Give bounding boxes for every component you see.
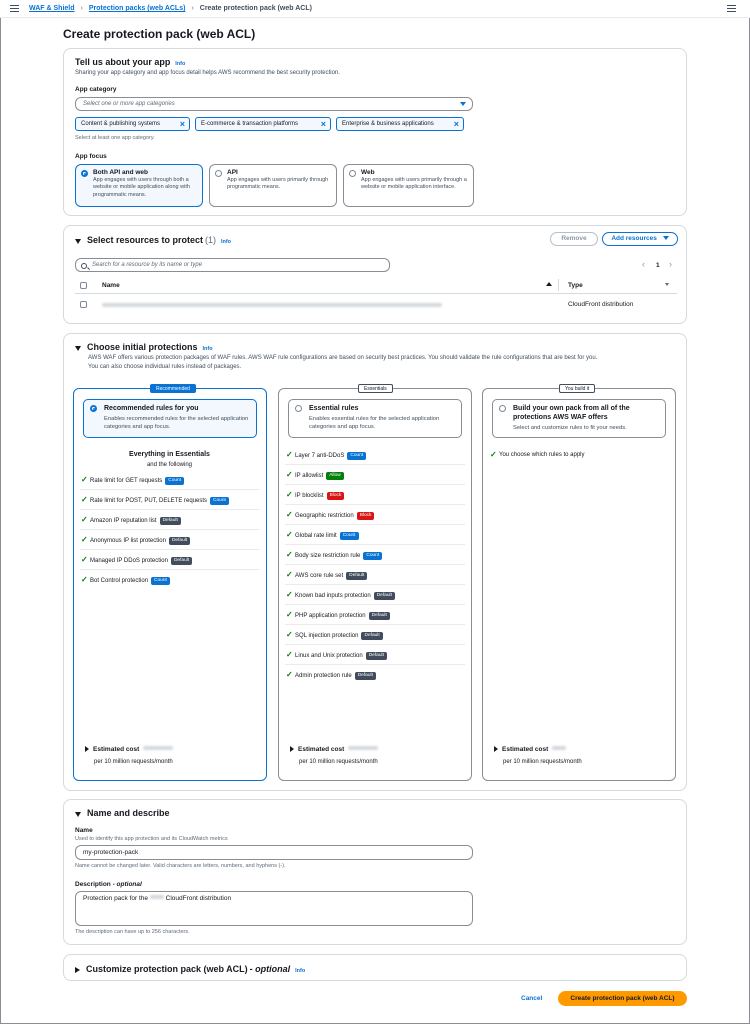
status-badge: Count	[340, 532, 359, 540]
caret-down-icon	[460, 102, 466, 106]
essentials-option[interactable]	[288, 399, 462, 438]
rule-item	[285, 525, 465, 545]
estimated-cost-toggle[interactable]	[494, 746, 566, 753]
description-line-2: You can also choose individual rules instead of packages.	[88, 363, 242, 370]
cost-label: Estimated cost	[298, 746, 345, 753]
check-icon: ✓	[286, 650, 293, 659]
option-title: Essential rules	[309, 405, 359, 412]
app-category-hint: Select at least one app category.	[75, 135, 155, 141]
customize-section[interactable]	[63, 954, 687, 981]
description-help: The description can have up to 256 characters.	[75, 929, 190, 935]
description-label-text: Description	[75, 881, 111, 888]
cost-unit: per 10 million requests/month	[299, 759, 378, 765]
page-title: Create protection pack (web ACL)	[63, 27, 256, 41]
section-description: Sharing your app category and app focus detail helps AWS recommend the best security protection.	[75, 70, 340, 76]
rule-name: SQL injection protection	[295, 633, 359, 639]
rule-name: Linux and Unix protection	[295, 653, 363, 659]
add-resources-label: Add resources	[611, 235, 657, 242]
rule-name: Layer 7 anti-DDoS	[295, 453, 345, 459]
description-label	[75, 881, 142, 888]
rule-item	[80, 510, 260, 530]
radio-selected[interactable]	[90, 405, 97, 412]
cost-unit: per 10 million requests/month	[94, 759, 173, 765]
rule-name: Rate limit for POST, PUT, DELETE requests	[90, 498, 208, 504]
expand-icon	[290, 746, 294, 752]
redacted-cost	[552, 746, 566, 750]
status-badge: Allow	[326, 472, 343, 480]
rule-name: Amazon IP reputation list	[90, 518, 157, 524]
rule-item	[80, 570, 260, 590]
search-placeholder: Search for a resource by its name or type	[92, 262, 203, 268]
collapse-icon[interactable]	[75, 239, 81, 244]
app-category-placeholder: Select one or more app categories	[83, 101, 175, 107]
close-icon[interactable]: ×	[320, 119, 326, 129]
breadcrumb-current: Create protection pack (web ACL)	[199, 5, 312, 12]
close-icon[interactable]: ×	[453, 119, 459, 129]
rule-name: Geographic restriction	[295, 513, 354, 519]
section-description	[88, 354, 683, 371]
optional-text: - optional	[112, 881, 142, 888]
token-enterprise	[336, 117, 464, 131]
resources-section	[63, 225, 687, 324]
rule-item	[285, 605, 465, 625]
rule-item	[80, 550, 260, 570]
sort-ascending-icon[interactable]	[546, 282, 552, 286]
name-describe-section	[63, 799, 687, 945]
rule-item	[285, 485, 465, 505]
rule-name: Rate limit for GET requests	[90, 478, 163, 484]
check-icon: ✓	[286, 510, 293, 519]
column-header-name[interactable]: Name	[102, 282, 120, 289]
info-link[interactable]: Info	[220, 239, 232, 245]
check-icon: ✓	[490, 450, 497, 459]
status-badge: Default	[160, 517, 181, 525]
name-hint: Used to identify this app protection and its CloudWatch metrics	[75, 836, 228, 842]
status-badge: Default	[169, 537, 190, 545]
rule-name: Known bad inputs protection	[295, 593, 371, 599]
description-value-end: CloudFront distribution	[165, 895, 232, 902]
rule-item	[80, 490, 260, 510]
cost-label: Estimated cost	[93, 746, 140, 753]
rule-name: Anonymous IP list protection	[90, 538, 166, 544]
rule-name: Body size restriction rule	[295, 553, 361, 559]
check-icon: ✓	[81, 535, 88, 544]
redacted-text	[150, 895, 164, 899]
rule-name: PHP application protection	[295, 613, 366, 619]
estimated-cost-toggle[interactable]	[290, 746, 378, 753]
check-icon: ✓	[81, 555, 88, 564]
rule-name: You choose which rules to apply	[499, 452, 585, 458]
chevron-right-icon: ›	[191, 5, 194, 12]
rule-item	[285, 625, 465, 645]
check-icon: ✓	[81, 575, 88, 584]
status-badge: Count	[210, 497, 229, 505]
rule-item	[80, 530, 260, 550]
and-the-following: and the following	[146, 462, 193, 468]
select-all-checkbox[interactable]	[80, 282, 87, 289]
rule-name: IP blocklist	[295, 493, 324, 499]
essentials-tag: Essentials	[358, 384, 393, 393]
option-description: Enables recommended rules for the selected application categories and app focus.	[104, 415, 249, 430]
recommended-tag: Recommended	[150, 384, 196, 393]
section-title: Choose initial protections	[87, 342, 198, 352]
option-description: Select and customize rules to fit your needs.	[513, 424, 627, 431]
breadcrumb-protection-packs[interactable]: Protection packs (web ACLs)	[88, 5, 186, 12]
status-badge: Count	[165, 477, 184, 485]
protection-column-recommended[interactable]	[73, 388, 267, 781]
expand-icon[interactable]	[75, 967, 80, 973]
status-badge: Count	[363, 552, 382, 560]
protections-section	[63, 333, 687, 791]
app-category-label: App category	[75, 86, 117, 93]
check-icon: ✓	[286, 670, 293, 679]
recommended-option[interactable]	[83, 399, 257, 438]
add-resources-button[interactable]	[602, 232, 678, 246]
check-icon: ✓	[286, 550, 293, 559]
rule-name: Bot Control protection	[90, 578, 149, 584]
radio[interactable]	[499, 405, 506, 412]
optional-text: - optional	[249, 964, 291, 974]
remove-button[interactable]: Remove	[550, 232, 598, 246]
cost-label: Estimated cost	[502, 746, 549, 753]
rule-item	[285, 645, 465, 665]
collapse-icon[interactable]	[75, 346, 81, 351]
check-icon: ✓	[286, 590, 293, 599]
resource-type: CloudFront distribution	[568, 301, 634, 308]
option-title: Build your own pack from all of the protections AWS WAF offers	[513, 405, 630, 421]
tile-title: Both API and web	[93, 169, 149, 176]
status-badge: Default	[171, 557, 192, 565]
radio-selected[interactable]	[81, 170, 88, 177]
rule-item	[80, 470, 260, 490]
check-icon: ✓	[81, 495, 88, 504]
cancel-button[interactable]: Cancel	[521, 995, 543, 1002]
notifications-icon[interactable]	[727, 5, 736, 13]
breadcrumb-waf-shield[interactable]: WAF & Shield	[29, 5, 75, 12]
cost-unit: per 10 million requests/month	[503, 759, 582, 765]
section-title: Customize protection pack (web ACL)	[86, 964, 248, 974]
check-icon: ✓	[286, 630, 293, 639]
tile-title: API	[227, 169, 238, 176]
row-checkbox[interactable]	[80, 301, 87, 308]
estimated-cost-toggle[interactable]	[85, 746, 173, 753]
rule-name: Admin protection rule	[295, 673, 352, 679]
token-content-publishing	[75, 117, 190, 131]
table-header-divider	[75, 293, 677, 294]
top-navigation-bar	[0, 0, 750, 18]
rule-name: IP allowlist	[295, 473, 324, 479]
tile-description: App engages with users primarily through programmatic means.	[227, 177, 329, 191]
create-protection-pack-button[interactable]: Create protection pack (web ACL)	[558, 991, 687, 1006]
name-label: Name	[75, 827, 93, 834]
tile-description: App engages with users primarily through a website or mobile application interface.	[361, 177, 467, 191]
check-icon: ✓	[81, 475, 88, 484]
build-your-own-option[interactable]	[492, 399, 666, 438]
option-title: Recommended rules for you	[104, 405, 199, 412]
info-link[interactable]: Info	[202, 346, 213, 352]
radio[interactable]	[215, 170, 222, 177]
app-focus-both[interactable]	[75, 164, 203, 207]
rule-item	[285, 565, 465, 585]
page-number[interactable]: 1	[656, 262, 660, 269]
protection-column-essentials[interactable]	[278, 388, 472, 781]
redacted-cost	[348, 746, 378, 750]
chevron-right-icon: ›	[80, 5, 83, 12]
app-focus-label: App focus	[75, 153, 107, 160]
protection-column-build-your-own[interactable]	[482, 388, 676, 781]
status-badge: Default	[366, 652, 387, 660]
info-link[interactable]: Info	[175, 61, 186, 67]
description-value-start: Protection pack for the	[83, 895, 149, 902]
status-badge: Block	[357, 512, 375, 520]
radio[interactable]	[349, 170, 356, 177]
check-icon: ✓	[286, 470, 293, 479]
description-textarea[interactable]	[75, 891, 473, 926]
token-label: Enterprise & business applications	[342, 121, 434, 127]
option-description: Enables essential rules for the selected application categories and app focus.	[309, 415, 440, 430]
check-icon: ✓	[286, 530, 293, 539]
description-line-1: AWS WAF offers various protection packages of WAF rules. AWS WAF rule configurations are based on security best practices. You should validate the rule configurations that are best for you.	[88, 355, 598, 361]
rule-name: Global rate limit	[295, 533, 337, 539]
expand-icon	[85, 746, 89, 752]
status-badge: Default	[374, 592, 395, 600]
status-badge: Count	[347, 452, 366, 460]
app-focus-web[interactable]	[343, 164, 474, 207]
rule-item	[489, 445, 669, 465]
tile-title: Web	[361, 169, 375, 176]
rule-item	[285, 505, 465, 525]
chevron-left-icon[interactable]: ‹	[642, 259, 645, 269]
check-icon: ✓	[286, 490, 293, 499]
rule-item	[285, 665, 465, 685]
rule-name: AWS core rule set	[295, 573, 344, 579]
token-ecommerce	[195, 117, 331, 131]
section-title: Select resources to protect	[87, 235, 204, 245]
status-badge: Default	[369, 612, 390, 620]
rule-item	[285, 465, 465, 485]
redacted-resource-name	[102, 303, 442, 307]
redacted-cost	[143, 746, 173, 750]
name-input[interactable]: my-protection-pack	[75, 845, 473, 860]
sort-icon[interactable]	[665, 283, 669, 286]
section-title: Name and describe	[87, 808, 170, 818]
rule-item	[285, 585, 465, 605]
info-link[interactable]: Info	[295, 968, 306, 974]
name-help: Name cannot be changed later. Valid characters are letters, numbers, and hyphens (-).	[75, 863, 286, 869]
app-info-section	[63, 48, 687, 216]
menu-icon[interactable]	[10, 5, 19, 12]
rule-item	[285, 545, 465, 565]
check-icon: ✓	[286, 610, 293, 619]
app-category-select[interactable]	[75, 97, 473, 111]
resource-count: (1)	[205, 235, 216, 245]
app-focus-api[interactable]	[209, 164, 337, 207]
caret-down-icon	[663, 236, 669, 240]
status-badge: Default	[355, 672, 376, 680]
token-label: Content & publishing systems	[81, 121, 161, 127]
rule-item	[285, 445, 465, 465]
search-icon	[81, 263, 87, 269]
status-badge: Count	[151, 577, 170, 585]
you-build-it-tag: You build it	[559, 384, 595, 393]
section-title: Tell us about your app	[75, 57, 171, 67]
check-icon: ✓	[286, 570, 293, 579]
tile-description: App engages with users through both a website or mobile application along with programmatic means.	[93, 177, 190, 198]
rule-name: Managed IP DDoS protection	[90, 558, 168, 564]
expand-icon	[494, 746, 498, 752]
close-icon[interactable]: ×	[179, 119, 185, 129]
token-label: E-commerce & transaction platforms	[201, 121, 299, 127]
check-icon: ✓	[81, 515, 88, 524]
status-badge: Default	[361, 632, 382, 640]
everything-in-essentials: Everything in Essentials	[129, 451, 210, 458]
status-badge: Default	[346, 572, 367, 580]
resource-search-input[interactable]	[75, 258, 390, 272]
radio[interactable]	[295, 405, 302, 412]
column-header-type[interactable]: Type	[568, 282, 583, 289]
column-divider	[558, 279, 559, 291]
chevron-right-icon[interactable]: ›	[669, 259, 672, 269]
status-badge: Block	[327, 492, 345, 500]
collapse-icon[interactable]	[75, 812, 81, 817]
check-icon: ✓	[286, 450, 293, 459]
